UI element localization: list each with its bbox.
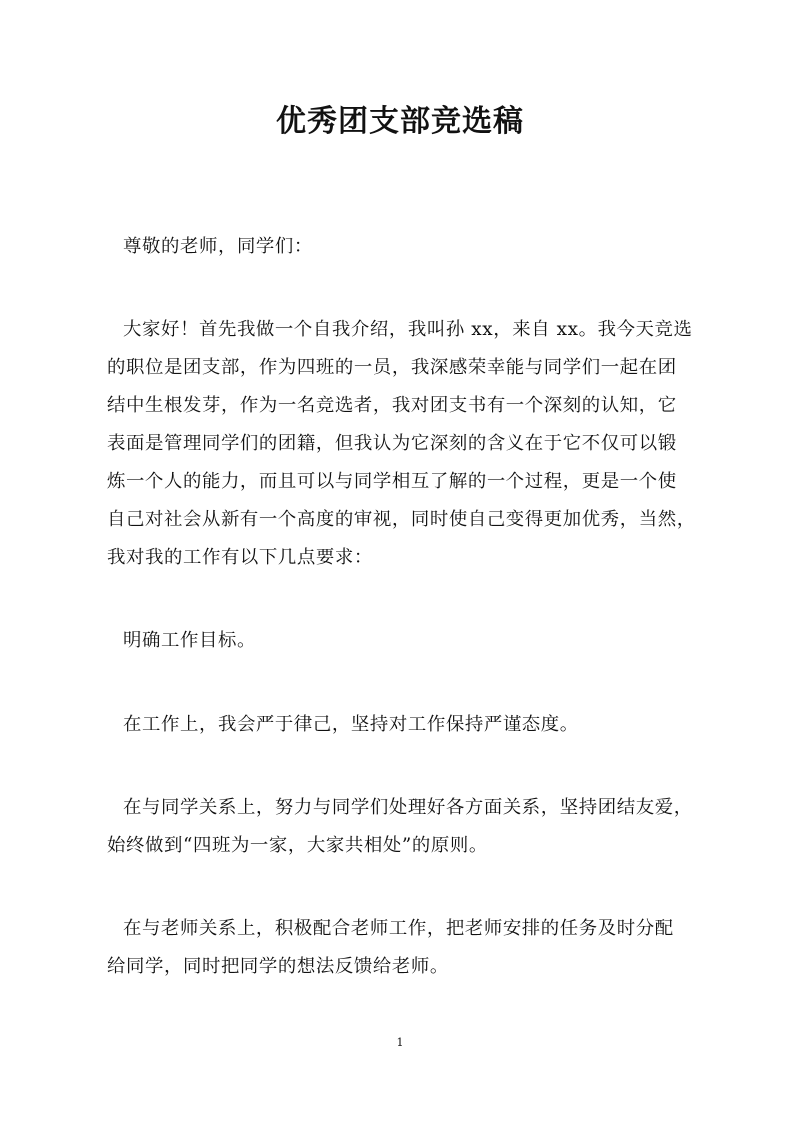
paragraph-work: 在工作上，我会严于律己，坚持对工作保持严谨态度。 (123, 714, 579, 735)
paragraph-line: 自己对社会从新有一个高度的审视，同时使自己变得更加优秀，当然， (107, 509, 696, 530)
paragraph-line: 表面是管理同学们的团籍，但我认为它深刻的含义在于它不仅可以锻 (107, 433, 677, 454)
paragraph-line: 在与同学关系上，努力与同学们处理好各方面关系，坚持团结友爱， (123, 797, 693, 818)
paragraph-line: 炼一个人的能力，而且可以与同学相互了解的一个过程，更是一个使 (107, 471, 677, 492)
salutation: 尊敬的老师，同学们： (123, 236, 313, 257)
paragraph-line: 大家好！首先我做一个自我介绍，我叫孙 xx，来自 xx。我今天竞选 (123, 319, 693, 340)
paragraph-line: 在与老师关系上，积极配合老师工作，把老师安排的任务及时分配 (123, 918, 674, 939)
paragraph-line: 始终做到“四班为一家，大家共相处”的原则。 (107, 835, 488, 856)
paragraph-line: 结中生根发芽，作为一名竞选者，我对团支书有一个深刻的认知，它 (107, 395, 677, 416)
paragraph-line: 我对我的工作有以下几点要求： (107, 547, 373, 568)
paragraph-goal: 明确工作目标。 (123, 630, 256, 651)
page-number: 1 (396, 1036, 404, 1049)
paragraph-line: 给同学，同时把同学的想法反馈给老师。 (107, 956, 449, 977)
paragraph-line: 的职位是团支部，作为四班的一员，我深感荣幸能与同学们一起在团 (107, 357, 677, 378)
document-title: 优秀团支部竞选稿 (276, 104, 524, 139)
